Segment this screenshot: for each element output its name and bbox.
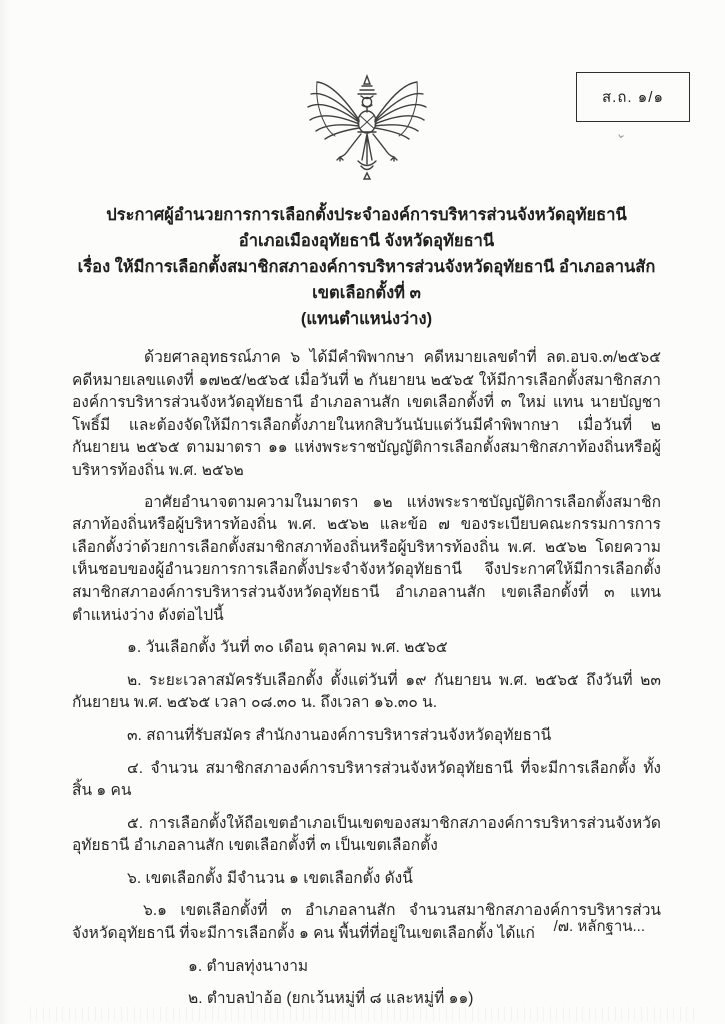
item-5-constituency-boundary: ๕. การเลือกตั้งให้ถือเขตอำเภอเป็นเขตของสมาชิกสภาองค์การบริหารส่วนจังหวัดอุทัยธานี อำเภอลานสัก เขตเลือกตั้งที่ ๓ เป็นเขตเลือกตั้ง [72, 814, 661, 855]
page-continuation-note: /๗. หลักฐาน... [553, 918, 645, 935]
title-line-district: อำเภอเมืองอุทัยธานี จังหวัดอุทัยธานี [238, 232, 495, 250]
title-line-authority: ประกาศผู้อำนวยการการเลือกตั้งประจำองค์การบริหารส่วนจังหวัดอุทัยธานี [106, 206, 627, 224]
paragraph-court-ruling: ด้วยศาลอุทธรณ์ภาค ๖ ได้มีคำพิพากษา คดีหมายเลขดำที่ ลต.อบจ.๓/๒๕๖๕ คดีหมายเลขแดงที่ ๑๗๒๕/๒๕๖๕ เมื่อวันที่ ๒ กันยายน ๒๕๖๕ ให้มีการเลือกตั้งสมาชิกสภาองค์การบริหารส่วนจังหวัดอุทัยธานี อำเภอลานสัก เขตเลือกตั้งที่ ๓ ใหม่ แทน นายบัญชา โพธิ์มี และต้องจัดให้มีการเลือกตั้งภายในหกสิบวันนับแต่วันมีคำพิพากษา เมื่อวันที่ ๒ กันยายน ๒๕๖๕ ตามมาตรา ๑๑ แห่งพระราชบัญญัติการเลือกตั้งสมาชิกสภาท้องถิ่นหรือผู้บริหารท้องถิ่น พ.ศ. ๒๕๖๒ [72, 349, 661, 479]
item-6-constituency-count: ๖. เขตเลือกตั้ง มีจำนวน ๑ เขตเลือกตั้ง ดังนี้ [127, 869, 413, 887]
item-4-number-of-seats: ๔. จำนวน สมาชิกสภาองค์การบริหารส่วนจังหวัดอุทัยธานี ที่จะมีการเลือกตั้ง ทั้งสิ้น ๑ คน [72, 759, 661, 800]
title-line-vacancy: (แทนตำแหน่งว่าง) [300, 310, 433, 328]
pen-check-mark: ⌄ [614, 125, 629, 142]
item-6-1-constituency-detail: ๖.๑ เขตเลือกตั้งที่ ๓ อำเภอลานสัก จำนวนสมาชิกสภาองค์การบริหารส่วนจังหวัดอุทัยธานี ที่จะมีการเลือกตั้ง ๑ คน พื้นที่ที่อยู่ในเขตเลือกตั้ง ได้แก่ [72, 902, 661, 943]
title-line-subject: เรื่อง ให้มีการเลือกตั้งสมาชิกสภาองค์การบริหารส่วนจังหวัดอุทัยธานี อำเภอลานสัก เขตเลือกตั้งที่ ๓ [77, 258, 656, 302]
scanner-edge-streaks [30, 1007, 695, 1021]
item-3-application-venue: ๓. สถานที่รับสมัคร สำนักงานองค์การบริหารส่วนจังหวัดอุทัยธานี [127, 726, 552, 744]
form-number-label: ส.ถ. ๑/๑ [602, 89, 664, 106]
area-2-tambon: ๒. ตำบลป่าอ้อ (ยกเว้นหมู่ที่ ๘ และหมู่ที่ ๑๑) [188, 990, 474, 1008]
item-2-application-period: ๒. ระยะเวลาสมัครรับเลือกตั้ง ตั้งแต่วันที่ ๑๙ กันยายน พ.ศ. ๒๕๖๕ ถึงวันที่ ๒๓ กันยายน พ.ศ. ๒๕๖๕ เวลา ๐๘.๓๐ น. ถึงเวลา ๑๖.๓๐ น. [72, 671, 661, 712]
garuda-emblem-icon [301, 74, 433, 186]
item-1-election-date: ๑. วันเลือกตั้ง วันที่ ๓๐ เดือน ตุลาคม พ.ศ. ๒๕๖๕ [127, 639, 448, 657]
area-1-tambon: ๑. ตำบลทุ่งนางาม [188, 957, 309, 975]
paragraph-legal-authority: อาศัยอำนาจตามความในมาตรา ๑๒ แห่งพระราชบัญญัติการเลือกตั้งสมาชิกสภาท้องถิ่นหรือผู้บริหารท้องถิ่น พ.ศ. ๒๕๖๒ และข้อ ๗ ของระเบียบคณะกรรมการการเลือกตั้งว่าด้วยการเลือกตั้งสมาชิกสภาท้องถิ่นหรือผู้บริหารท้องถิ่น พ.ศ. ๒๕๖๒ โดยความเห็นชอบของผู้อำนวยการการเลือกตั้งประจำจังหวัดอุทัยธานี จึงประกาศให้มีการเลือกตั้งสมาชิกสภาองค์การบริหารส่วนจังหวัดอุทัยธานี อำเภอลานสัก เขตเลือกตั้งที่ ๓ แทนตำแหน่งว่าง ดังต่อไปนี้ [72, 493, 661, 624]
announcement-title-block [72, 202, 661, 332]
